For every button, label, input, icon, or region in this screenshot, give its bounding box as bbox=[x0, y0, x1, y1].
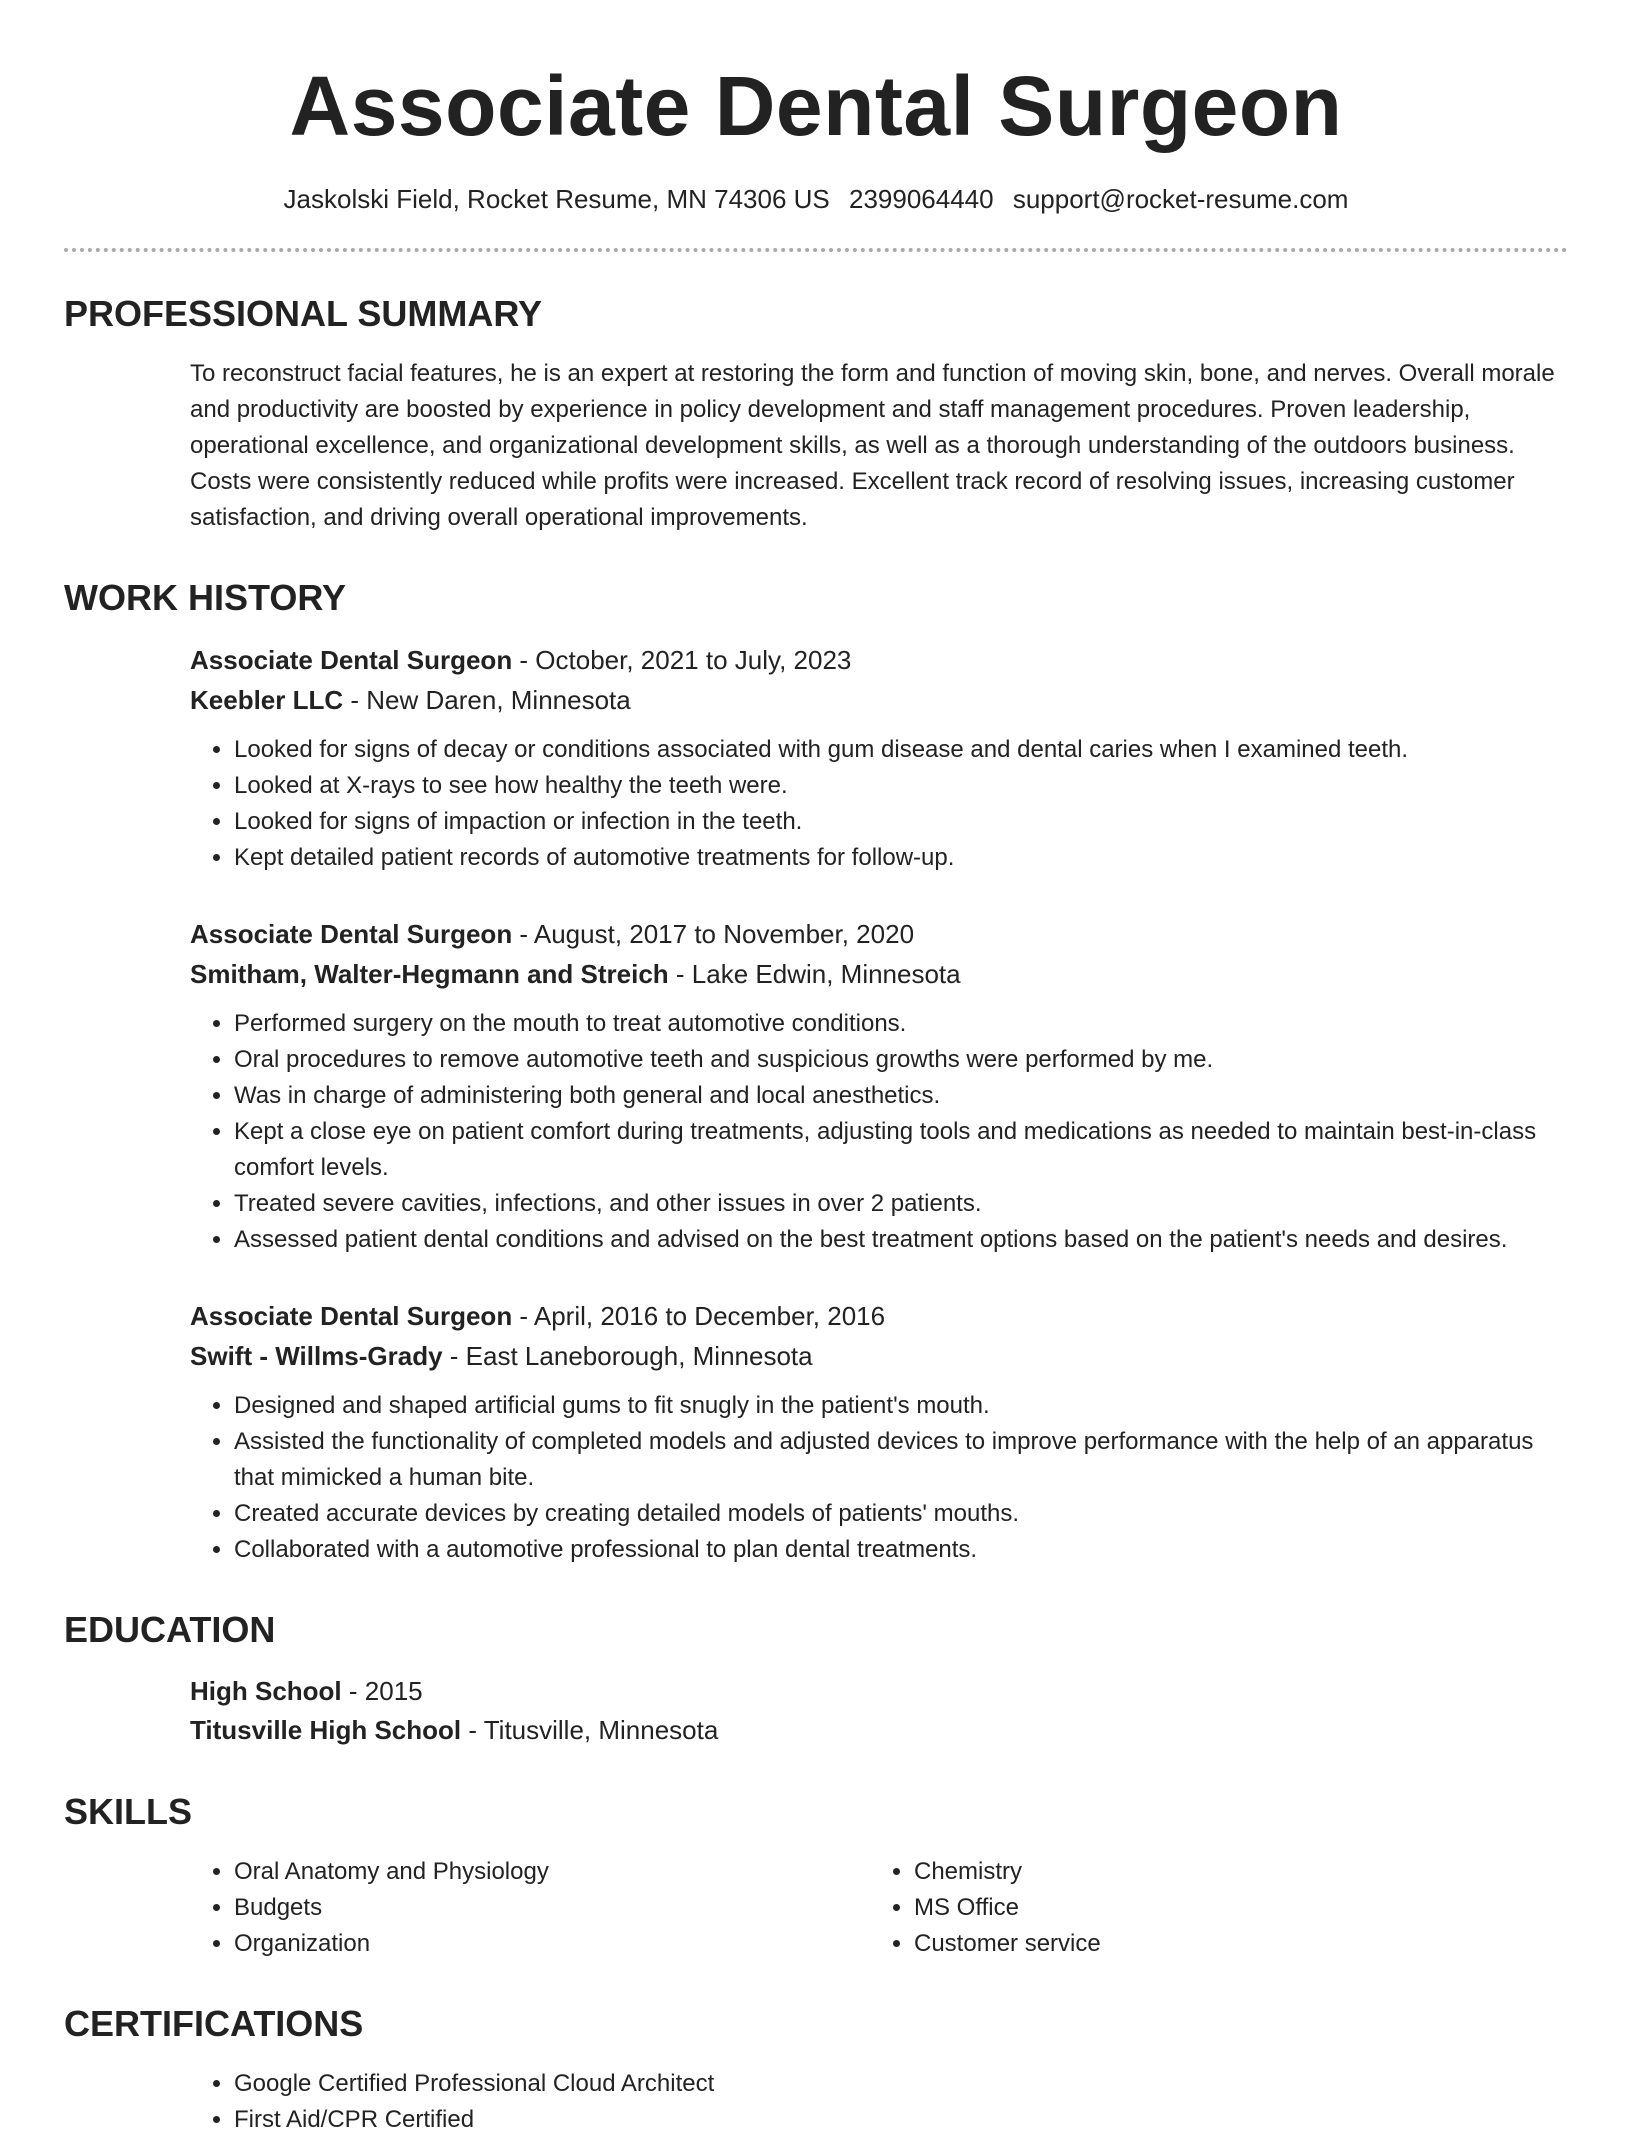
contact-phone: 2399064440 bbox=[848, 184, 994, 214]
work-history-section bbox=[64, 576, 1568, 1568]
job-dates: - October, 2021 to July, 2023 bbox=[512, 645, 852, 675]
job-role: Associate Dental Surgeon bbox=[190, 919, 513, 949]
job-bullet: • Looked at X-rays to see how healthy the teeth were. bbox=[234, 768, 1568, 804]
job-company-line bbox=[190, 954, 1568, 994]
skills-section bbox=[64, 1790, 1568, 1962]
job-bullet: • Kept a close eye on patient comfort during treatments, adjusting tools and medications as needed to maintain best-in-class comfort levels. bbox=[234, 1114, 1568, 1186]
skill-item: • Chemistry bbox=[914, 1854, 1568, 1890]
job-bullet: • Performed surgery on the mouth to treat automotive conditions. bbox=[234, 1006, 1568, 1042]
skill-item: • Customer service bbox=[914, 1926, 1568, 1962]
summary-section bbox=[64, 292, 1568, 536]
skill-item: • Oral Anatomy and Physiology bbox=[234, 1854, 870, 1890]
job-location: - New Daren, Minnesota bbox=[343, 685, 631, 715]
job-entry bbox=[190, 914, 1568, 1258]
job-bullets bbox=[190, 1006, 1568, 1258]
education-degree-line bbox=[190, 1672, 1568, 1711]
job-dates: - August, 2017 to November, 2020 bbox=[512, 919, 915, 949]
skill-item: • Budgets bbox=[234, 1890, 870, 1926]
job-role: Associate Dental Surgeon bbox=[190, 645, 513, 675]
contact-email: support@rocket-resume.com bbox=[1012, 184, 1349, 214]
job-title-line bbox=[190, 914, 1568, 954]
job-role: Associate Dental Surgeon bbox=[190, 1301, 513, 1331]
certifications-list bbox=[190, 2066, 1568, 2138]
work-history-title: WORK HISTORY bbox=[64, 577, 347, 618]
skills-list-left bbox=[190, 1854, 870, 1962]
certification-item: • First Aid/CPR Certified bbox=[234, 2102, 1568, 2138]
contact-address: Jaskolski Field, Rocket Resume, MN 74306 US bbox=[283, 184, 830, 214]
education-school-line bbox=[190, 1711, 1568, 1750]
job-dates: - April, 2016 to December, 2016 bbox=[512, 1301, 886, 1331]
education-location: - Titusville, Minnesota bbox=[461, 1715, 719, 1745]
job-title-line bbox=[190, 640, 1568, 680]
job-entry bbox=[190, 640, 1568, 876]
job-bullet: • Looked for signs of impaction or infection in the teeth. bbox=[234, 804, 1568, 840]
candidate-name: Associate Dental Surgeon bbox=[289, 59, 1343, 153]
job-bullet: • Looked for signs of decay or conditions associated with gum disease and dental caries when I examined teeth. bbox=[234, 732, 1568, 768]
education-section bbox=[64, 1608, 1568, 1750]
skill-item: • MS Office bbox=[914, 1890, 1568, 1926]
job-bullet: • Kept detailed patient records of automotive treatments for follow-up. bbox=[234, 840, 1568, 876]
job-company-line bbox=[190, 680, 1568, 720]
contact-line bbox=[64, 182, 1568, 216]
job-bullet: • Collaborated with a automotive professional to plan dental treatments. bbox=[234, 1532, 1568, 1568]
education-year: - 2015 bbox=[341, 1676, 423, 1706]
job-bullet: • Assisted the functionality of completed models and adjusted devices to improve performance with the help of an apparatus that mimicked a human bite. bbox=[234, 1424, 1568, 1496]
skill-item: • Organization bbox=[234, 1926, 870, 1962]
education-title: EDUCATION bbox=[64, 1609, 276, 1650]
job-company: Smitham, Walter-Hegmann and Streich bbox=[190, 959, 669, 989]
resume-header bbox=[64, 0, 1568, 216]
job-company: Swift - Willms-Grady bbox=[190, 1341, 443, 1371]
job-bullet: • Treated severe cavities, infections, and other issues in over 2 patients. bbox=[234, 1186, 1568, 1222]
job-bullet: • Designed and shaped artificial gums to fit snugly in the patient's mouth. bbox=[234, 1388, 1568, 1424]
certification-item: • Google Certified Professional Cloud Architect bbox=[234, 2066, 1568, 2102]
job-location: - East Laneborough, Minnesota bbox=[442, 1341, 813, 1371]
job-bullets bbox=[190, 732, 1568, 876]
job-company-line bbox=[190, 1336, 1568, 1376]
job-entry bbox=[190, 1296, 1568, 1568]
header-divider bbox=[64, 248, 1568, 252]
skills-list-right bbox=[870, 1854, 1568, 1962]
education-degree: High School bbox=[190, 1676, 342, 1706]
job-title-line bbox=[190, 1296, 1568, 1336]
summary-title: PROFESSIONAL SUMMARY bbox=[64, 293, 543, 334]
job-bullet: • Oral procedures to remove automotive teeth and suspicious growths were performed by me. bbox=[234, 1042, 1568, 1078]
job-bullet: • Assessed patient dental conditions and advised on the best treatment options based on the patient's needs and desires. bbox=[234, 1222, 1568, 1258]
job-company: Keebler LLC bbox=[190, 685, 344, 715]
certifications-title: CERTIFICATIONS bbox=[64, 2003, 364, 2044]
job-bullets bbox=[190, 1388, 1568, 1568]
job-bullet: • Was in charge of administering both general and local anesthetics. bbox=[234, 1078, 1568, 1114]
skills-title: SKILLS bbox=[64, 1791, 193, 1832]
job-location: - Lake Edwin, Minnesota bbox=[668, 959, 961, 989]
education-school: Titusville High School bbox=[190, 1715, 462, 1745]
certifications-section bbox=[64, 2002, 1568, 2138]
summary-text: To reconstruct facial features, he is an expert at restoring the form and function of moving skin, bone, and nerves. Overall morale and productivity are boosted by experience in policy development and staff management procedures. Proven leadership, operational excellence, and organizational development skills, as well as a thorough understanding of the outdoors business. Costs were consistently reduced while profits were increased. Excellent track record of resolving issues, increasing customer satisfaction, and driving overall operational improvements. bbox=[190, 360, 1555, 531]
job-bullet: • Created accurate devices by creating detailed models of patients' mouths. bbox=[234, 1496, 1568, 1532]
